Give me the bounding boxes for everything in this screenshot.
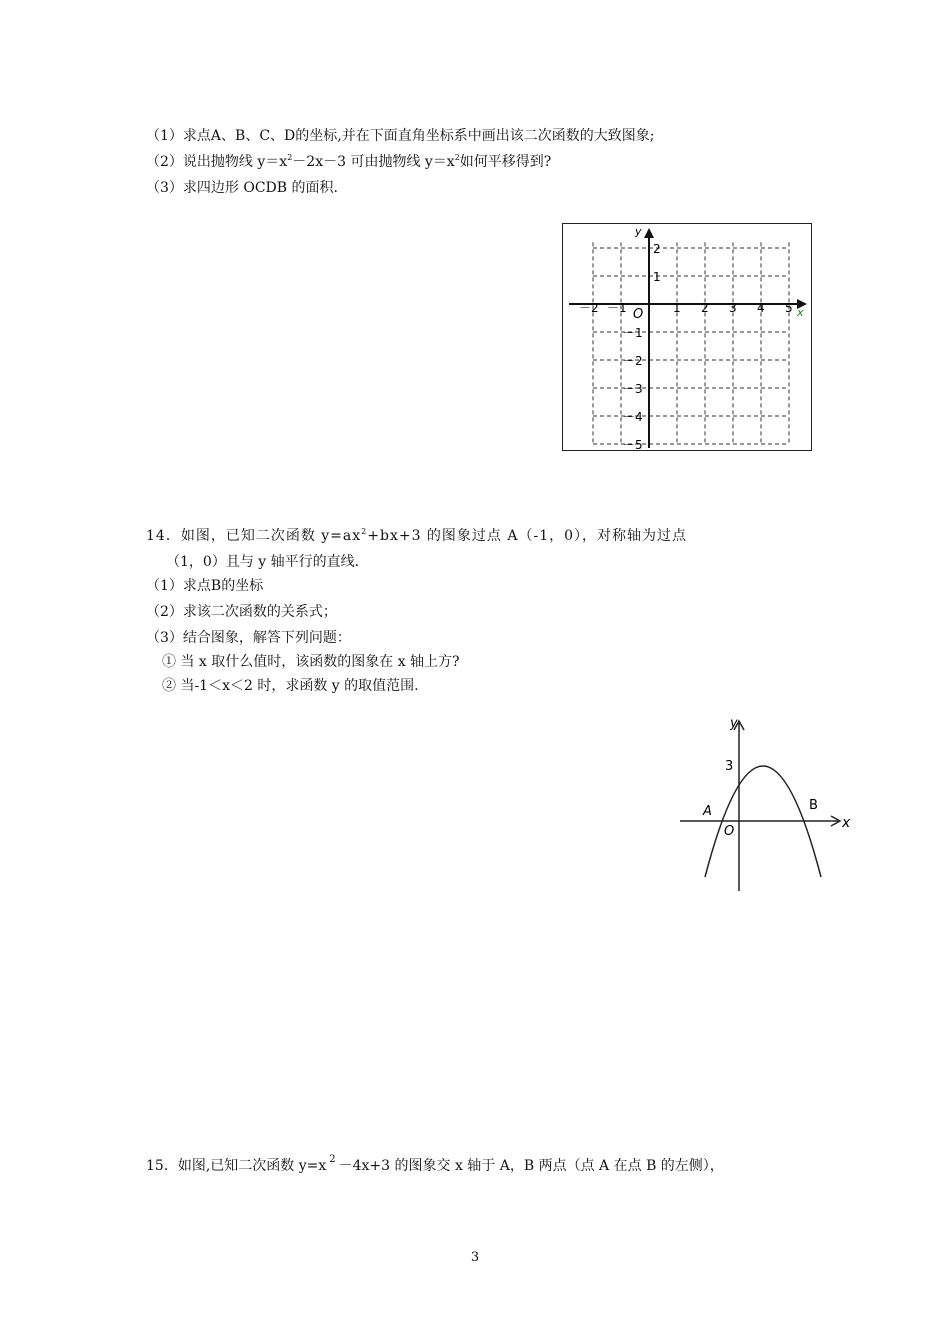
q14-part1: （1）求点B的坐标 bbox=[146, 578, 264, 594]
q13-part2-number: （2） bbox=[146, 154, 183, 170]
x-axis-label: x bbox=[842, 815, 851, 831]
q13-part1-number: （1） bbox=[146, 128, 183, 144]
q13-part2-text-a: 说出抛物线 y＝x bbox=[182, 154, 288, 170]
q14-stem-line2: （1，0）且与 y 轴平行的直线. bbox=[166, 554, 360, 570]
page-number: 3 bbox=[470, 1250, 480, 1265]
q13-part2 bbox=[146, 152, 551, 172]
q13-part2-sup1: 2 bbox=[287, 153, 293, 162]
y-tick-label: －2 bbox=[623, 354, 643, 368]
q13-part3-text: 求四边形 OCDB 的面积. bbox=[182, 180, 338, 196]
y-axis-label: y bbox=[730, 716, 738, 731]
q14-part3: （3）结合图象，解答下列问题： bbox=[146, 630, 351, 646]
parabola-figure bbox=[676, 715, 856, 895]
coordinate-grid-svg bbox=[563, 224, 811, 450]
q14-sub1: ① 当 x 取什么值时，该函数的图象在 x 轴上方? bbox=[162, 654, 460, 670]
y-tick-labels bbox=[623, 242, 661, 450]
q13-part3-number: （3） bbox=[146, 180, 183, 196]
q14-stem-b: +bx+3 的图象过点 A（-1，0），对称轴为过点 bbox=[367, 528, 688, 544]
q13-part3 bbox=[146, 178, 338, 198]
y-axis-arrow bbox=[644, 228, 654, 238]
coordinate-grid-figure bbox=[562, 223, 812, 451]
q13-part2-text-c: 如何平移得到? bbox=[459, 154, 552, 170]
y-tick-label: －4 bbox=[623, 410, 643, 424]
x-tick-label: －2 bbox=[579, 301, 599, 315]
q15-stem-b: －4x+3 的图象交 x 轴于 A，B 两点（点 A 在点 B 的左侧）， bbox=[338, 1158, 724, 1174]
x-tick-label: －1 bbox=[607, 301, 627, 315]
parabola-svg bbox=[676, 715, 856, 895]
x-tick-label: 4 bbox=[757, 301, 765, 315]
q14-stem-sup: 2 bbox=[361, 527, 368, 536]
y-tick-label: 1 bbox=[653, 270, 661, 284]
y-axis-label: y bbox=[635, 225, 642, 238]
q14-stem-a: 14．如图，已知二次函数 y=ax bbox=[146, 528, 362, 544]
q13-part1-text: 求点A、B、C、D的坐标,并在下面直角坐标系中画出该二次函数的大致图象; bbox=[182, 128, 655, 144]
y-tick-label: －5 bbox=[623, 438, 643, 450]
point-b-label: B bbox=[809, 798, 818, 813]
y-tick-label: －1 bbox=[623, 326, 643, 340]
y-tick-label: 2 bbox=[653, 242, 661, 256]
origin-label: O bbox=[633, 307, 644, 322]
y-intercept-label: 3 bbox=[725, 759, 734, 774]
x-tick-label: 2 bbox=[701, 301, 709, 315]
origin-label: O bbox=[724, 824, 735, 839]
x-axis-label: x bbox=[797, 306, 804, 319]
q13-part2-text-b: －2x－3 可由抛物线 y＝x bbox=[292, 154, 455, 170]
q13-part2-sup2: 2 bbox=[454, 153, 460, 162]
x-tick-label: 1 bbox=[673, 301, 681, 315]
x-tick-label: 3 bbox=[729, 301, 737, 315]
q13-part1 bbox=[146, 126, 654, 146]
q15-stem-a: 15．如图,已知二次函数 y=x bbox=[146, 1158, 327, 1174]
x-tick-label: 5 bbox=[785, 301, 793, 315]
q14-sub2: ② 当-1＜x＜2 时，求函数 y 的取值范围. bbox=[162, 678, 419, 694]
q14-part2: （2）求该二次函数的关系式； bbox=[146, 604, 337, 620]
q15-stem-sup: 2 bbox=[329, 1154, 336, 1165]
q14-stem bbox=[146, 526, 687, 546]
y-tick-label: －3 bbox=[623, 382, 643, 396]
point-a-label: A bbox=[703, 804, 712, 819]
q15-stem bbox=[146, 1156, 724, 1176]
